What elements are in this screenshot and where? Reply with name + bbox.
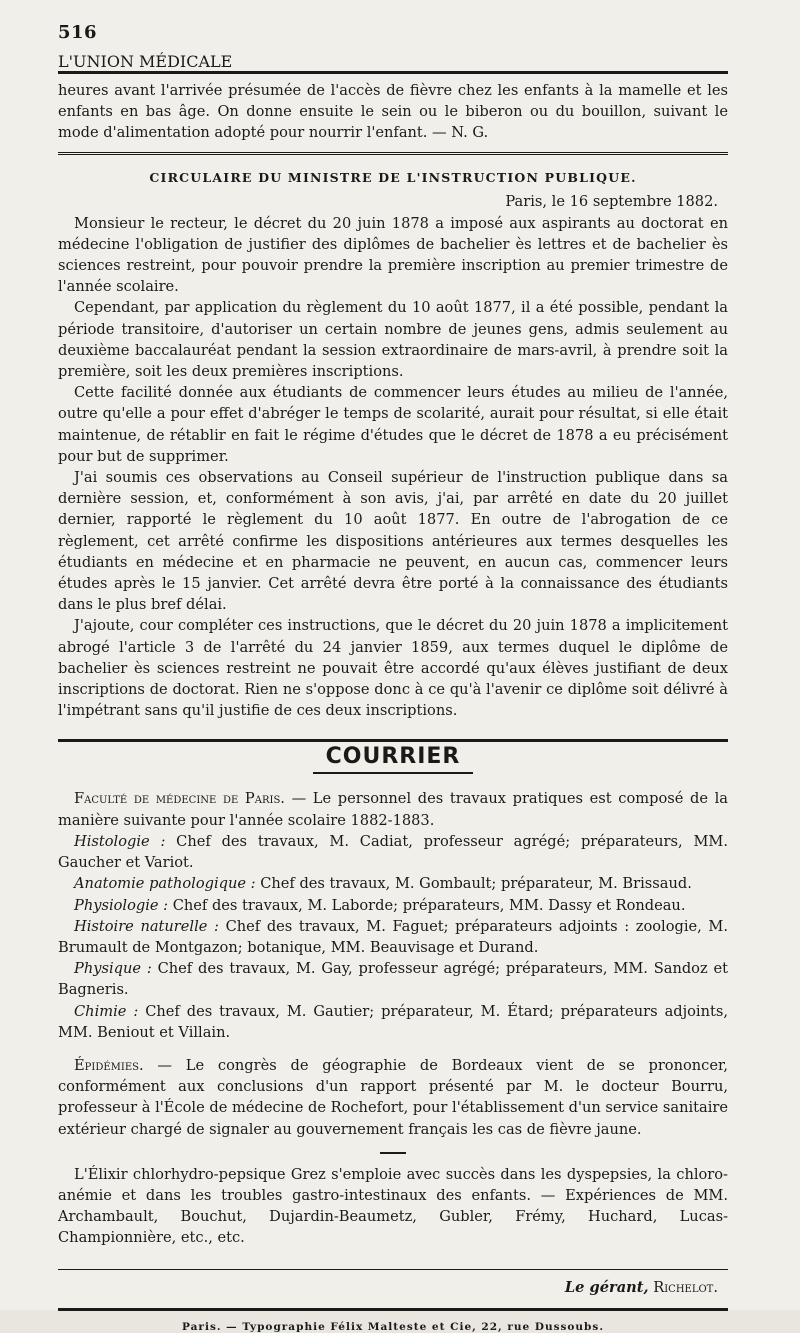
staff-text: Chef des travaux, M. Gombault; préparateur, M. Brissaud. xyxy=(255,875,692,893)
page-number: 516 xyxy=(58,22,98,43)
staff-discipline: Physique : xyxy=(74,960,152,978)
staff-discipline: Anatomie pathologique : xyxy=(74,875,256,893)
circular-body xyxy=(58,213,728,722)
circular-paragraph: Monsieur le recteur, le décret du 20 juin 1878 a imposé aux aspirants au doctorat en médecine l'obligation de justifier des diplômes de bachelier ès lettres et de bachelier ès sciences restreint, pour pouvoir prendre la première inscription au premier trimestre de l'année scolaire. xyxy=(58,214,728,296)
footer-rule xyxy=(58,1269,728,1270)
staff-text: Chef des travaux, M. Gay, professeur agrégé; préparateurs, MM. Sandoz et Bagneris. xyxy=(58,960,728,999)
courrier-heading: COURRIER xyxy=(325,744,461,770)
faculte-paragraph xyxy=(58,788,728,830)
epidemies-text: — Le congrès de géographie de Bordeaux vient de se prononcer, conformément aux conclusions d'un rapport présenté par M. le docteur Bourru, professeur à l'École de médecine de Rochefort, pour l'établissement d'un service sanitaire extérieur chargé de signaler au gouvernement français les cas de fièvre jaune. xyxy=(58,1056,728,1138)
page-header xyxy=(58,22,728,52)
staff-text: Chef des travaux, M. Laborde; préparateurs, MM. Dassy et Rondeau. xyxy=(168,896,686,914)
staff-discipline: Histoire naturelle : xyxy=(74,917,219,935)
header-rule xyxy=(58,71,728,74)
courrier-underline xyxy=(313,772,473,774)
staff-discipline: Chimie : xyxy=(74,1002,139,1020)
staff-entry xyxy=(58,916,728,958)
staff-text: Chef des travaux, M. Cadiat, professeur agrégé; préparateurs, MM. Gaucher et Variot. xyxy=(58,832,728,872)
staff-text: Chef des travaux, M. Gautier; préparateur, M. Étard; préparateurs adjoints, MM. Beniout et Villain. xyxy=(58,1002,728,1041)
printer-imprint: Paris. — Typographie Félix Malteste et Cie, 22, rue Dussoubs. xyxy=(182,1320,604,1333)
gerant-signature xyxy=(68,1278,718,1298)
staff-entry xyxy=(58,895,728,916)
section-divider xyxy=(58,152,728,158)
continuation-text: heures avant l'arrivée présumée de l'accès de fièvre chez les enfants à la mamelle et les enfants en bas âge. On donne ensuite le sein ou le biberon ou du bouillon, suivant le mode d'alimentation adopté pour nourrir l'enfant. — N. G. xyxy=(58,82,728,142)
advert-paragraph: L'Élixir chlorhydro-pepsique Grez s'emploie avec succès dans les dyspepsies, la chloro-anémie et dans les troubles gastro-intestinaux des enfants. — Expériences de MM. Archambault, Bouchut, Dujardin-Beaumetz, Gubler, Frémy, Huchard, Lucas-Championnière, etc., etc. xyxy=(58,1165,728,1247)
circular-title: CIRCULAIRE DU MINISTRE DE L'INSTRUCTION PUBLIQUE. xyxy=(149,169,637,185)
epidemies-lead: Épidémies. xyxy=(74,1056,144,1074)
faculte-intro: — Le personnel des travaux pratiques est composé de la manière suivante pour l'année scolaire 1882-1883. xyxy=(58,790,728,829)
epidemies-paragraph xyxy=(58,1055,728,1140)
gerant-name: Richelot. xyxy=(648,1278,718,1296)
staff-entry xyxy=(58,873,728,894)
staff-discipline: Histologie : xyxy=(74,832,166,850)
circular-paragraph: J'ai soumis ces observations au Conseil supérieur de l'instruction publique dans sa dernière session, et, conformément à son avis, j'ai, par arrêté en date du 20 juillet dernier, rapporté le règlement du 10 août 1877. En outre de l'abrogation de ce règlement, cet arrêté confirme les dispositions antérieures aux termes desquelles les étudiants en médecine et en pharmacie ne peuvent, en aucun cas, commencer leurs études après le 15 janvier. Cet arrêté devra être porté à la connaissance des étudiants dans le plus bref délai. xyxy=(58,469,728,614)
faculte-lead: Faculté de médecine de Paris. xyxy=(74,790,285,808)
staff-text: Chef des travaux, M. Faguet; préparateurs adjoints : zoologie, M. Brumault de Montgazon; botanique, MM. Beauvisage et Durand. xyxy=(58,917,728,956)
circular-paragraph: J'ajoute, cour compléter ces instructions, que le décret du 20 juin 1878 a implicitement abrogé l'article 3 de l'arrêté du 24 janvier 1859, aux termes duquel le diplôme de bachelier ès sciences restreint ne pouvait être accordé qu'aux élèves justifiant de deux inscriptions de doctorat. Rien ne s'oppose donc à ce qu'à l'avenir ce diplôme soit délivré à l'impétrant sans qu'il justifie de ces deux inscriptions. xyxy=(58,617,728,720)
staff-discipline: Physiologie : xyxy=(74,896,169,914)
gerant-label: Le gérant, xyxy=(564,1278,649,1296)
staff-entry xyxy=(58,831,728,873)
short-separator xyxy=(380,1152,406,1154)
imprint-rule xyxy=(58,1308,728,1311)
journal-title: L'UNION MÉDICALE xyxy=(58,52,233,71)
circular-dateline: Paris, le 16 septembre 1882. xyxy=(505,192,718,210)
circular-paragraph: Cette facilité donnée aux étudiants de commencer leurs études au milieu de l'année, outre qu'elle a pour effet d'abréger le temps de scolarité, aurait pour résultat, si elle était maintenue, de rétablir en fait le régime d'études que le décret de 1878 a eu précisément pour but de supprimer. xyxy=(58,384,728,465)
staff-entry xyxy=(58,958,728,1000)
staff-entry xyxy=(58,1001,728,1043)
circular-paragraph: Cependant, par application du règlement du 10 août 1877, il a été possible, pendant la période transitoire, d'autoriser un certain nombre de jeunes gens, admis seulement au deuxième baccalauréat pendant la session extraordinaire de mars-avril, à prendre soit la première, soit les deux premières inscriptions. xyxy=(58,299,728,381)
